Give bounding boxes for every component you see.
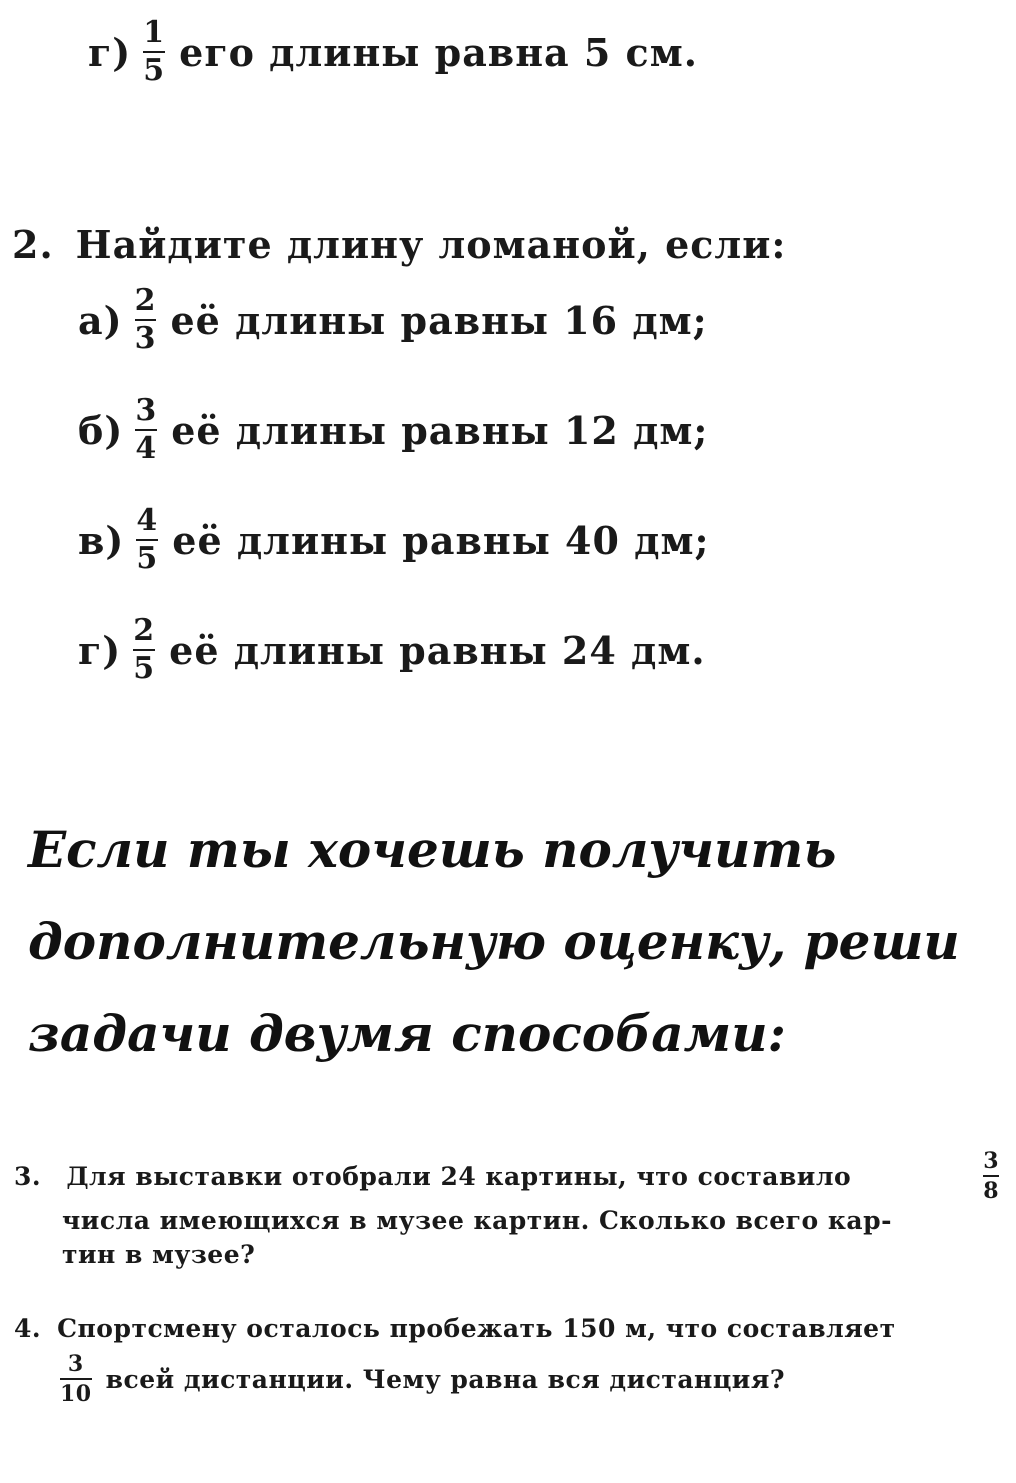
problem-3-line-1: Для выставки отобрали 24 картины, что составило xyxy=(66,1161,852,1191)
item-text: её длины равны 16 дм; xyxy=(170,297,708,343)
fraction xyxy=(983,1150,999,1202)
problem-4 xyxy=(14,1314,1004,1405)
problem-2-item-b xyxy=(78,393,709,466)
fraction-denominator: 8 xyxy=(983,1178,999,1204)
fraction xyxy=(135,393,158,466)
fraction-denominator: 10 xyxy=(60,1381,92,1407)
fraction-bar xyxy=(60,1378,92,1380)
fraction-denominator: 3 xyxy=(134,321,157,356)
problem-2-heading xyxy=(12,222,786,267)
fraction-denominator: 5 xyxy=(143,53,166,88)
fraction-denominator: 4 xyxy=(135,431,158,466)
item-text: её длины равны 12 дм; xyxy=(171,407,709,453)
item-text: её длины равны 40 дм; xyxy=(172,517,710,563)
fraction xyxy=(134,283,157,356)
fraction-numerator: 4 xyxy=(136,503,159,538)
fraction-numerator: 3 xyxy=(983,1148,999,1174)
bonus-line-2: дополнительную оценку, реши xyxy=(28,912,960,971)
fraction-denominator: 5 xyxy=(136,541,159,576)
fraction-numerator: 1 xyxy=(143,15,166,50)
bonus-line-3: задачи двумя способами: xyxy=(28,1004,787,1063)
item-label: г) xyxy=(78,627,122,673)
top-item xyxy=(88,15,698,88)
fraction xyxy=(143,15,166,88)
problem-3-line-2: числа имеющихся в музее картин. Сколько всего кар- xyxy=(62,1206,892,1235)
item-text: её длины равны 24 дм. xyxy=(169,627,706,673)
bonus-line-1: Если ты хочешь получить xyxy=(28,820,837,879)
fraction xyxy=(136,503,159,576)
problem-number: 2. xyxy=(12,222,54,267)
problem-3-line-3: тин в музее? xyxy=(62,1240,256,1269)
problem-4-line-2: всей дистанции. Чему равна вся дистанция? xyxy=(105,1364,785,1394)
problem-number: 3. xyxy=(14,1161,42,1191)
bonus-instruction xyxy=(28,804,998,1080)
fraction xyxy=(133,613,156,686)
fraction xyxy=(60,1353,92,1405)
fraction-numerator: 2 xyxy=(134,283,157,318)
problem-2-item-a xyxy=(78,283,708,356)
fraction-numerator: 3 xyxy=(135,393,158,428)
problem-4-line-1: Спортсмену осталось пробежать 150 м, что составляет xyxy=(57,1314,896,1343)
fraction-numerator: 2 xyxy=(133,613,156,648)
problem-3 xyxy=(14,1150,1004,1272)
problem-2-item-c xyxy=(78,503,710,576)
item-label: г) xyxy=(88,29,132,75)
fraction-denominator: 5 xyxy=(133,651,156,686)
problem-2-item-d xyxy=(78,613,706,686)
item-text: его длины равна 5 см. xyxy=(179,29,698,75)
problem-title: Найдите длину ломаной, если: xyxy=(75,222,787,267)
fraction-bar xyxy=(983,1175,999,1177)
item-label: б) xyxy=(78,407,124,453)
item-label: а) xyxy=(78,297,123,343)
fraction-numerator: 3 xyxy=(67,1351,84,1377)
problem-number: 4. xyxy=(14,1314,42,1343)
item-label: в) xyxy=(78,517,125,563)
